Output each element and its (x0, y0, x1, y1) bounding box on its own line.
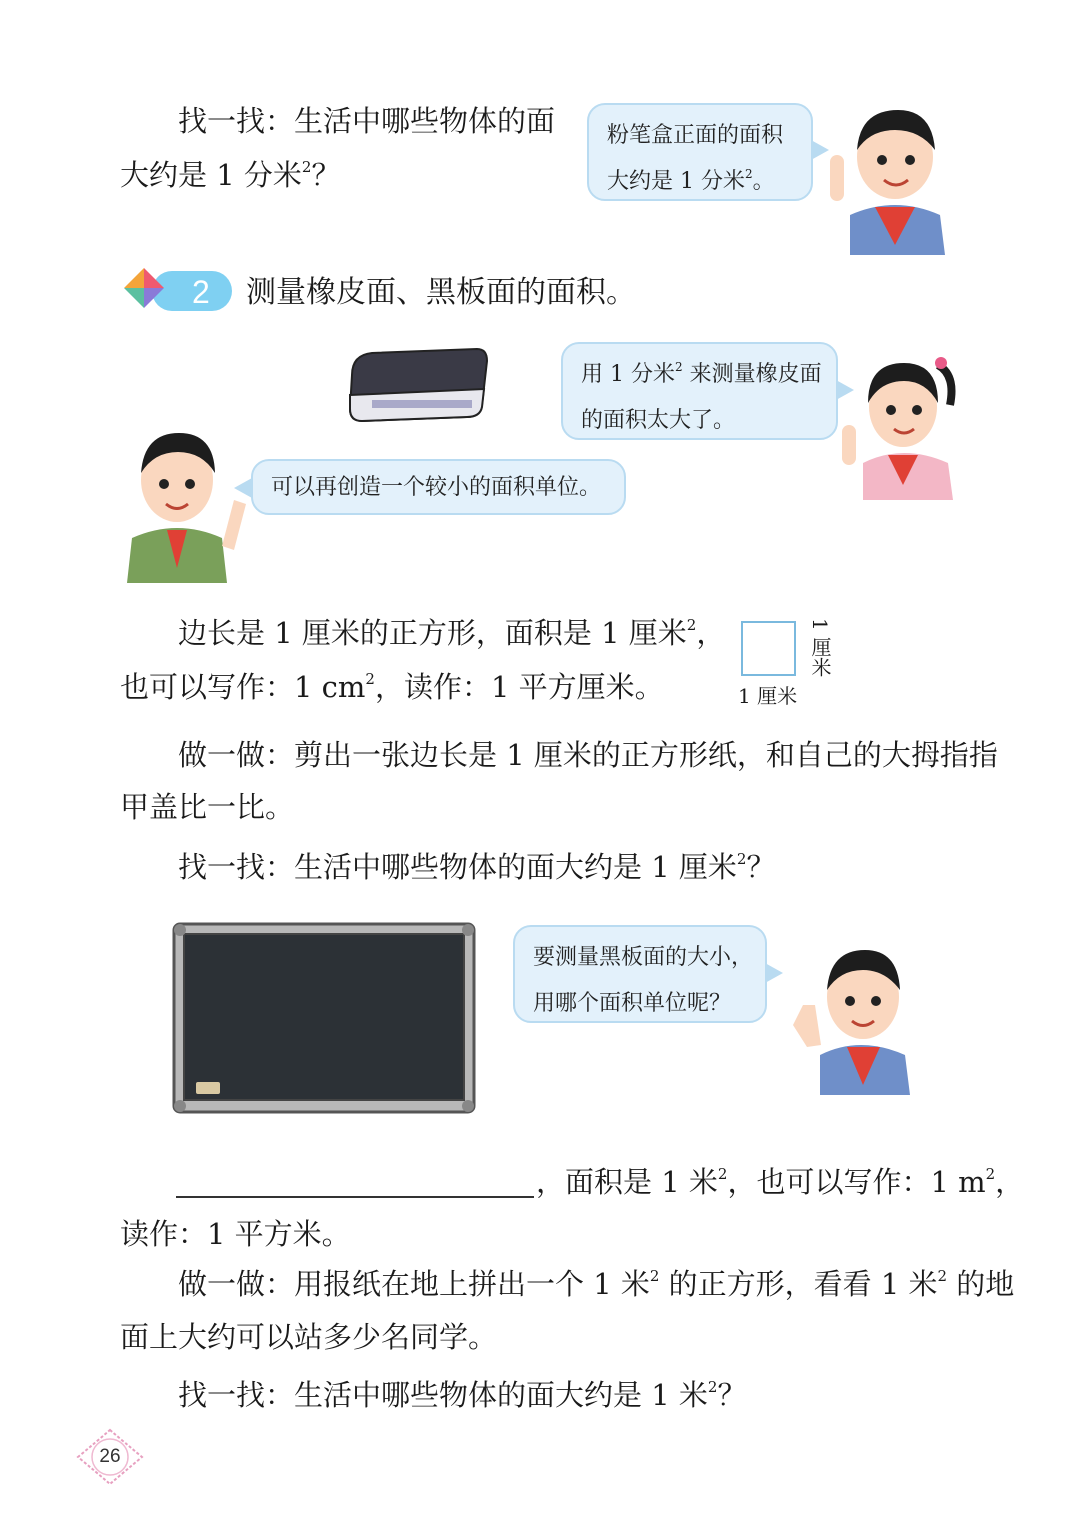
fill-in-blank[interactable] (176, 1196, 534, 1198)
eraser-illustration (342, 345, 492, 425)
speech-bubble-new-unit: 可以再创造一个较小的面积单位。 (251, 459, 626, 515)
speech-bubble-chalkbox: 粉笔盒正面的面积 大约是 1 分米$^2$。 (587, 103, 813, 201)
page-number: 26 (99, 1446, 121, 1467)
sq-cm-definition: 边长是 1 厘米的正方形，面积是 1 厘米$^2$， (178, 616, 726, 650)
square-bottom-label: 1 厘米 (738, 684, 798, 708)
blackboard-illustration (172, 922, 476, 1114)
sq-m-definition-line2: 读作：1 平方米。 (120, 1217, 351, 1251)
bubble-tail (234, 478, 252, 498)
find-question-2: 找一找：生活中哪些物体的面大约是 1 厘米$^2$？ (178, 850, 776, 884)
girl-pointing-illustration (838, 345, 968, 500)
speech-bubble-eraser: 用 1 分米$^2$ 来测量橡皮面 的面积太大了。 (561, 342, 838, 440)
boy-hand-raised-illustration (785, 935, 925, 1095)
tangram-badge-icon (122, 266, 234, 316)
one-cm-square (741, 621, 796, 676)
try-activity-1: 做一做：剪出一张边长是 1 厘米的正方形纸，和自己的大拇指指 (178, 738, 998, 772)
bubble-tail (765, 963, 783, 983)
try-activity-2-line2: 面上大约可以站多少名同学。 (120, 1320, 498, 1354)
speech-bubble-blackboard: 要测量黑板面的大小， 用哪个面积单位呢？ (513, 925, 767, 1023)
section-title: 测量橡皮面、黑板面的面积。 (246, 275, 636, 310)
try-activity-1-line2: 甲盖比一比。 (120, 790, 295, 824)
boy-pointing-illustration (820, 95, 970, 255)
section-number: 2 (192, 274, 210, 310)
sq-cm-definition-line2: 也可以写作：1 $cm^2$，读作：1 平方厘米。 (120, 670, 664, 704)
square-side-label: 1 厘米 (808, 618, 832, 678)
try-activity-2: 做一做：用报纸在地上拼出一个 1 米$^2$ 的正方形，看看 1 米$^2$ 的地 (178, 1267, 1015, 1301)
sq-m-definition: ，面积是 1 米$^2$，也可以写作：1 $m^2$， (536, 1165, 1025, 1199)
find-question-1-line2: 大约是 1 分米$^2$？ (120, 158, 341, 192)
boy-waving-illustration (122, 418, 252, 583)
find-question-1: 找一找：生活中哪些物体的面 (178, 104, 556, 138)
find-question-3: 找一找：生活中哪些物体的面大约是 1 米$^2$？ (178, 1378, 747, 1412)
